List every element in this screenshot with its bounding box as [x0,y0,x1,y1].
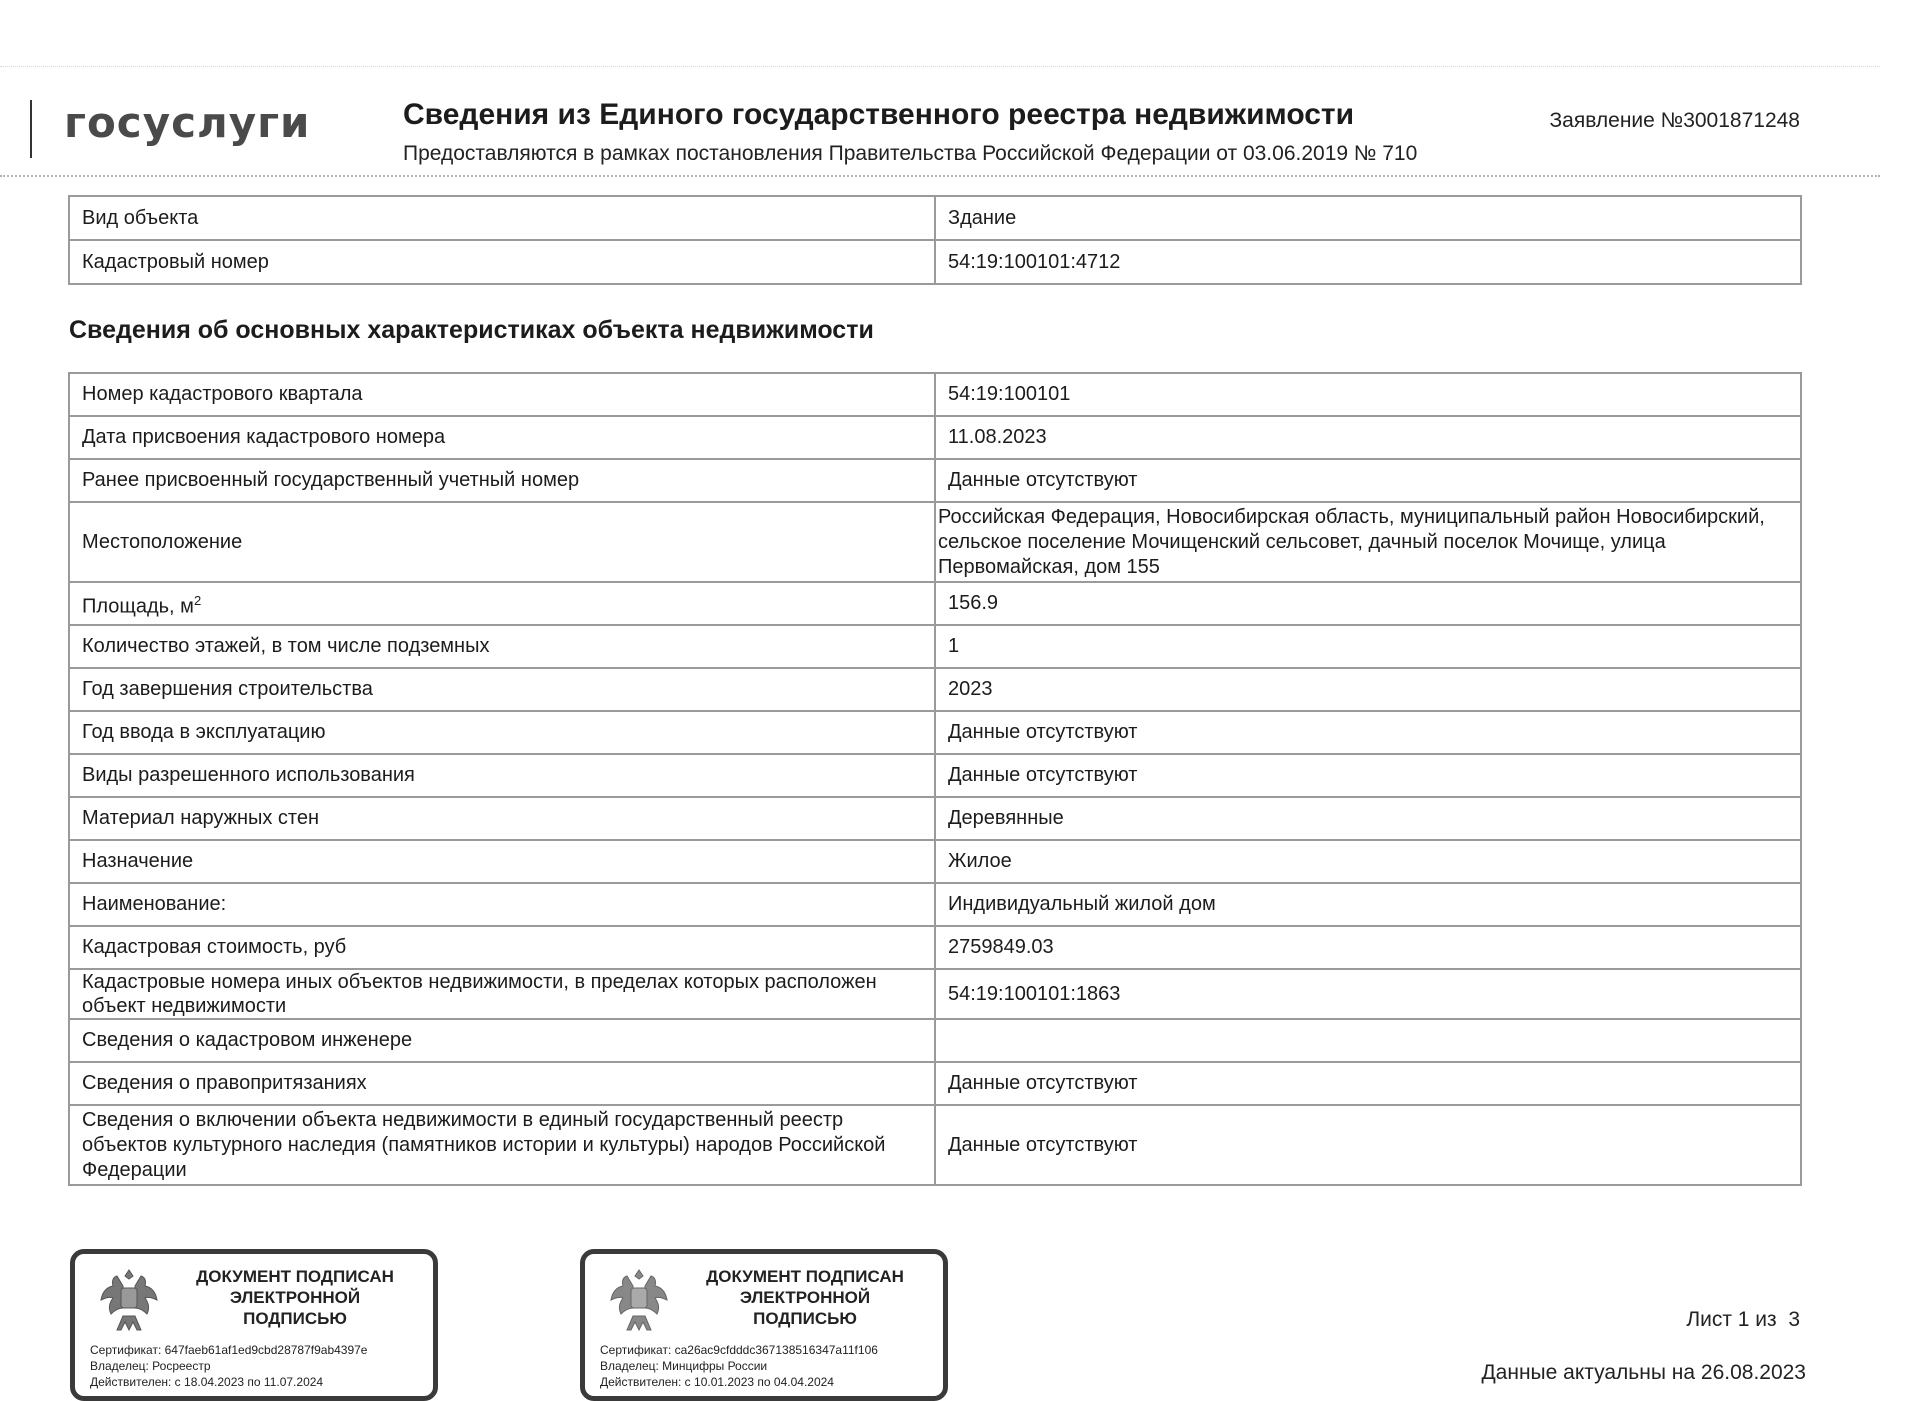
row-value: Данные отсутствуют [935,754,1801,797]
row-label: Ранее присвоенный государственный учетный номер [69,459,935,502]
area-label: Площадь, м [82,595,194,618]
stamp-title-line: ДОКУМЕНТ ПОДПИСАН [706,1267,904,1286]
row-value: 1 [935,625,1801,668]
row-label: Год ввода в эксплуатацию [69,711,935,754]
document-title: Сведения из Единого государственного реестра недвижимости [403,98,1355,131]
row-value: Данные отсутствуют [935,1105,1801,1185]
row-value: Здание [935,196,1801,240]
row-value: Индивидуальный жилой дом [935,883,1801,926]
data-actual-date: Данные актуальны на 26.08.2023 [1481,1361,1806,1384]
row-label: Сведения о кадастровом инженере [69,1019,935,1062]
stamp-info [600,1342,878,1390]
table-row [69,754,1801,797]
characteristics-table [68,372,1802,1186]
page-number: Лист 1 из 3 [1686,1308,1800,1331]
table-row [69,240,1801,284]
row-value: Данные отсутствуют [935,711,1801,754]
table-row [69,582,1801,625]
table-row [69,883,1801,926]
row-label: Наименование: [69,883,935,926]
table-row [69,1019,1801,1062]
row-label [69,582,935,625]
row-label: Кадастровые номера иных объектов недвижимости, в пределах которых расположен объект недвижимости [69,969,935,1019]
location-value: Российская Федерация, Новосибирская область, муниципальный район Новосибирский, сельское поселение Мочищенский сельсовет, дачный поселок Мочище, улица Первомайская, дом 155 [935,502,1801,582]
table-row [69,373,1801,416]
row-label: Вид объекта [69,196,935,240]
row-value: 54:19:100101:1863 [935,969,1801,1019]
stamp-title [680,1266,930,1329]
gosuslugi-logo: госуслуги [64,98,311,147]
table-row [69,502,1801,582]
row-label: Кадастровая стоимость, руб [69,926,935,969]
row-value: 11.08.2023 [935,416,1801,459]
row-value: Данные отсутствуют [935,1062,1801,1105]
row-value: 156.9 [935,582,1801,625]
row-label: Материал наружных стен [69,797,935,840]
row-value: 2759849.03 [935,926,1801,969]
row-label: Количество этажей, в том числе подземных [69,625,935,668]
row-label: Дата присвоения кадастрового номера [69,416,935,459]
certificate-validity: Действителен: с 18.04.2023 по 11.07.2024 [90,1375,324,1389]
coat-of-arms-icon [97,1266,161,1340]
stamp-title-line: ПОДПИСЬЮ [753,1309,857,1328]
object-table [68,195,1802,285]
signature-stamp-mintsifry [580,1249,948,1401]
table-row [69,196,1801,240]
document-subtitle: Предоставляются в рамках постановления Правительства Российской Федерации от 03.06.2019 № 710 [403,142,1418,165]
table-row [69,711,1801,754]
stamp-title [170,1266,420,1329]
signature-stamp-rosreestr [70,1249,438,1401]
row-value: 54:19:100101 [935,373,1801,416]
stamp-title-line: ПОДПИСЬЮ [243,1309,347,1328]
section-heading: Сведения об основных характеристиках объекта недвижимости [69,316,874,344]
table-row [69,1062,1801,1105]
row-label: Сведения о включении объекта недвижимости в единый государственный реестр объектов культурного наследия (памятников истории и культуры) народов Российской Федерации [69,1105,935,1185]
certificate-validity: Действителен: с 10.01.2023 по 04.04.2024 [600,1375,834,1389]
row-value: Деревянные [935,797,1801,840]
row-label: Год завершения строительства [69,668,935,711]
row-value: 54:19:100101:4712 [935,240,1801,284]
table-row [69,416,1801,459]
table-row [69,840,1801,883]
stamp-title-line: ДОКУМЕНТ ПОДПИСАН [196,1267,394,1286]
row-label: Местоположение [69,502,935,582]
table-row [69,459,1801,502]
certificate-owner: Владелец: Росреестр [90,1359,211,1373]
row-value: Данные отсутствуют [935,459,1801,502]
table-row [69,797,1801,840]
logo-bar [30,100,32,158]
table-row [69,926,1801,969]
certificate-id: Сертификат: ca26ac9cfdddc367138516347a11f106 [600,1343,878,1357]
row-label: Виды разрешенного использования [69,754,935,797]
stamp-info [90,1342,367,1390]
row-value: Жилое [935,840,1801,883]
table-row [69,969,1801,1019]
row-label: Сведения о правопритязаниях [69,1062,935,1105]
table-row [69,668,1801,711]
application-number: Заявление №3001871248 [1549,109,1800,132]
stamp-title-line: ЭЛЕКТРОННОЙ [229,1288,361,1307]
header-divider [0,175,1880,177]
row-label: Номер кадастрового квартала [69,373,935,416]
top-divider [0,66,1880,67]
stamp-title-line: ЭЛЕКТРОННОЙ [739,1288,871,1307]
certificate-owner: Владелец: Минцифры России [600,1359,768,1373]
table-row [69,1105,1801,1185]
row-label: Назначение [69,840,935,883]
row-value: 2023 [935,668,1801,711]
area-unit-superscript: 2 [193,592,202,608]
certificate-id: Сертификат: 647faeb61af1ed9cbd28787f9ab4397e [90,1343,368,1357]
table-row [69,625,1801,668]
row-value [935,1019,1801,1062]
row-label: Кадастровый номер [69,240,935,284]
coat-of-arms-icon [607,1266,671,1340]
